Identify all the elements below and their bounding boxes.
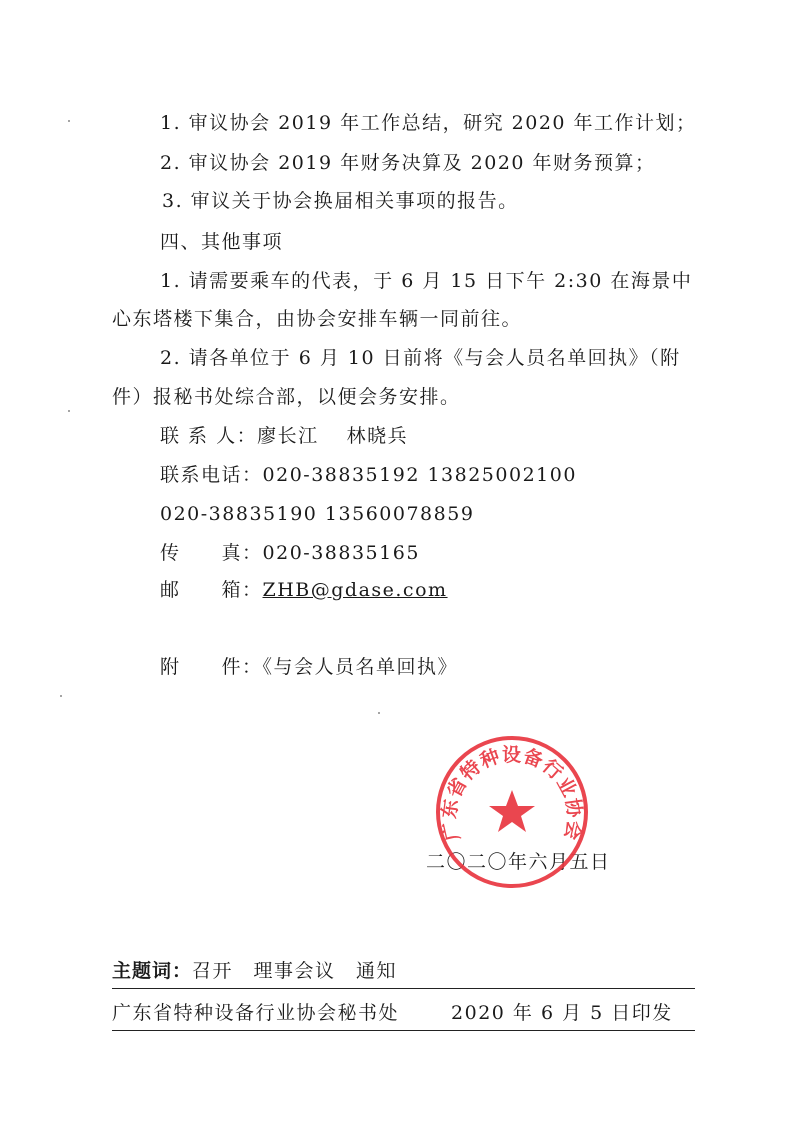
contact-fax-label: 传 真： [160,542,263,564]
scan-speck [378,712,380,714]
seal-text: 广东省特种设备行业协会 [438,743,586,843]
contact-phone-label: 联系电话： [160,464,263,486]
scan-speck [60,695,62,697]
contact-email-row [160,578,448,602]
contact-email-link[interactable]: ZHB@gdase.com [262,579,448,601]
signing-date: 二〇二〇年六月五日 [426,851,611,873]
contact-fax-number: 020-38835165 [262,542,420,564]
contact-phone-1: 020-38835192 13825002100 [262,464,577,486]
scan-speck [68,120,70,122]
agenda-item-1: 1. 审议协会 2019 年工作总结，研究 2020 年工作计划； [160,112,697,134]
other-item-1-line-1: 1. 请需要乘车的代表，于 6 月 15 日下午 2:30 在海景中 [160,270,693,292]
contact-phone-2: 020-38835190 13560078859 [160,503,475,525]
issuer-row [112,1001,673,1025]
attachment-name: 《与会人员名单回执》 [262,656,459,678]
contact-person-label: 联 系 人： [160,425,258,447]
other-item-2-line-2: 件）报秘书处综合部，以便会务安排。 [112,386,461,408]
section-heading-other: 四、其他事项 [160,231,284,253]
scan-speck [68,410,70,412]
footer-divider-top [112,988,695,989]
issue-date: 2020 年 6 月 5 日印发 [451,1002,673,1024]
contact-phone-row [160,463,577,487]
contact-fax-row [160,541,420,565]
contact-person-row [160,424,408,448]
attachment-row [160,655,458,679]
attachment-label: 附 件： [160,656,263,678]
other-item-2-line-1: 2. 请各单位于 6 月 10 日前将《与会人员名单回执》（附 [160,347,681,369]
contact-person-names: 廖长江 林晓兵 [257,425,409,447]
issuer-name: 广东省特种设备行业协会秘书处 [112,1002,400,1024]
subject-words-row [112,959,397,983]
footer-divider-bottom [112,1030,695,1031]
official-seal-icon [432,732,592,892]
contact-email-label: 邮 箱： [160,579,263,601]
subject-words: 召开 理事会议 通知 [192,960,398,982]
agenda-item-2: 2. 审议协会 2019 年财务决算及 2020 年财务预算； [160,152,656,174]
seal-star-icon [489,790,535,832]
agenda-item-3: 3. 审议关于协会换届相关事项的报告。 [162,190,519,212]
subject-label: 主题词： [112,960,193,982]
other-item-1-line-2: 心东塔楼下集合，由协会安排车辆一同前往。 [112,308,523,330]
